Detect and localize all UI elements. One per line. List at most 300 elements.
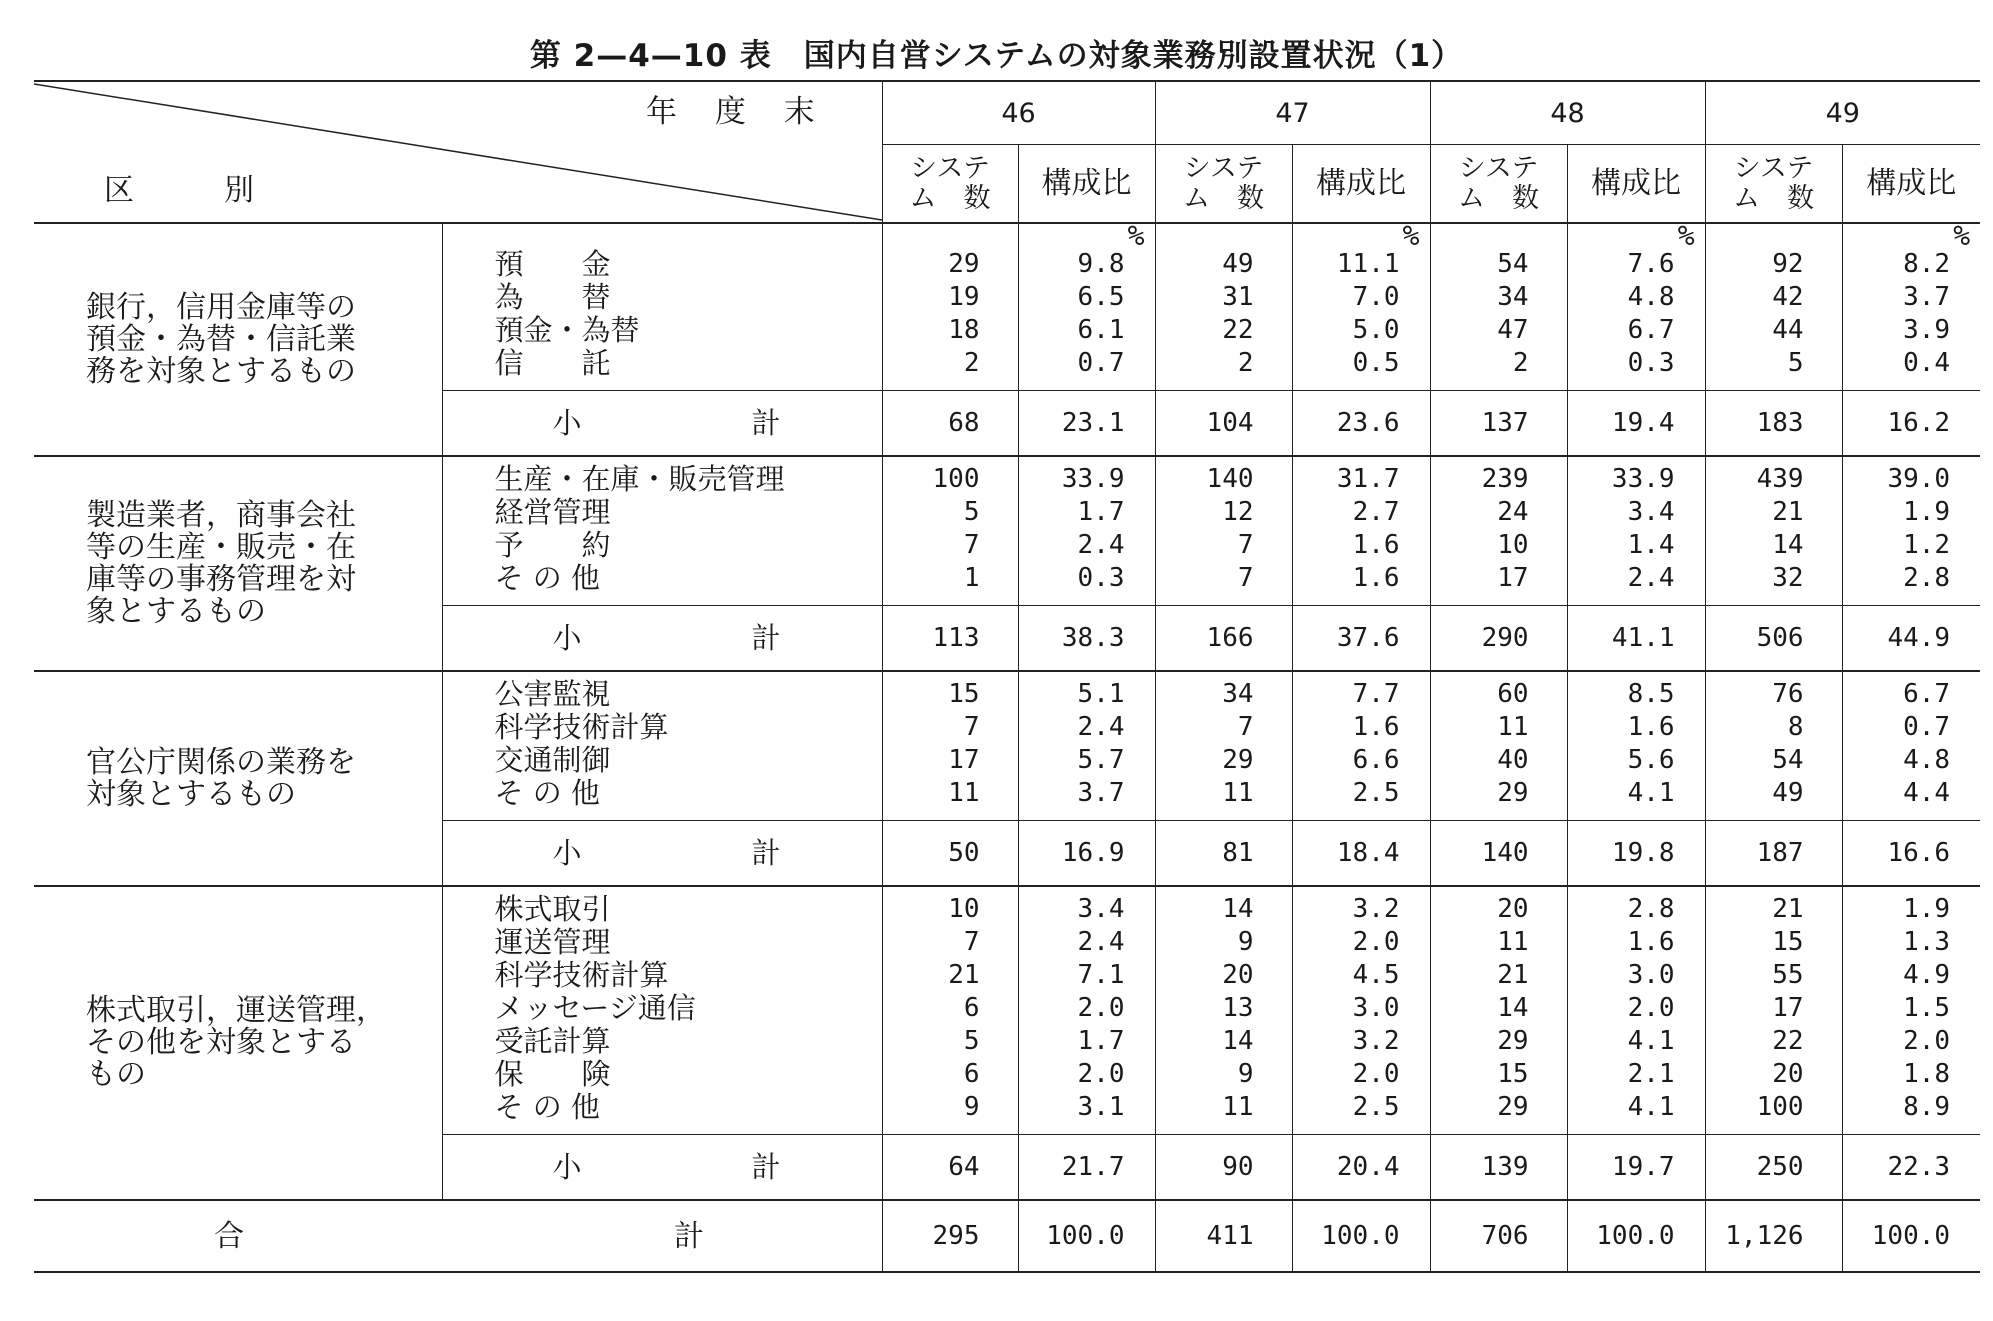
subtotal-label-2: 計 <box>751 405 781 440</box>
item-label: 生産・在庫・販売管理 <box>494 462 785 496</box>
ratio-value: 6.7 <box>1627 315 1675 345</box>
system-count: 6 <box>963 993 980 1023</box>
subtotal-ratio: 23.6 <box>1292 391 1430 457</box>
subtotal-count: 506 <box>1705 606 1842 672</box>
ratio-value: 4.1 <box>1627 1026 1675 1056</box>
ratio-value: 1.9 <box>1903 497 1951 527</box>
ratio-value: 7.7 <box>1352 679 1400 709</box>
system-count: 10 <box>948 894 980 924</box>
system-count: 15 <box>1772 927 1804 957</box>
subtotal-count: 81 <box>1155 821 1292 887</box>
ratio-value: 0.3 <box>1077 563 1125 593</box>
system-count-header-line2: ム 数 <box>1183 182 1265 214</box>
system-count: 20 <box>1497 894 1529 924</box>
system-count: 14 <box>1497 993 1529 1023</box>
ratio-value: 9.8 <box>1077 249 1125 279</box>
ratio-value: 1.6 <box>1627 927 1675 957</box>
system-count: 22 <box>1772 1026 1804 1056</box>
percent-sign: % <box>1127 219 1145 252</box>
ratio-cell <box>1842 671 1980 821</box>
group-category-line: もの <box>86 1057 146 1092</box>
item-list <box>442 671 882 821</box>
ratio-value: 2.8 <box>1627 894 1675 924</box>
subtotal-ratio: 44.9 <box>1842 606 1980 672</box>
ratio-value: 2.7 <box>1352 497 1400 527</box>
system-count-cell <box>1430 671 1567 821</box>
subtotal-label-1: 小 <box>552 620 582 655</box>
item-label: 公害監視 <box>494 677 611 711</box>
year-49: 49 <box>1705 81 1980 145</box>
total-ratio: 100.0 <box>1842 1200 1980 1272</box>
item-label: 預金・為替 <box>494 313 640 347</box>
ratio-cell <box>1292 219 1430 391</box>
system-count: 17 <box>948 745 980 775</box>
system-count-cell <box>1155 671 1292 821</box>
ratio-value: 3.1 <box>1077 1092 1125 1122</box>
item-list <box>442 456 882 606</box>
group-category-line: 預金・為替・信託業 <box>86 321 356 357</box>
ratio-cell <box>1842 456 1980 606</box>
subtotal-ratio: 22.3 <box>1842 1135 1980 1201</box>
subtotal-ratio: 23.1 <box>1018 391 1155 457</box>
ratio-value: 2.5 <box>1352 778 1400 808</box>
subtotal-label <box>442 821 882 887</box>
ratio-value: 2.4 <box>1077 927 1125 957</box>
total-label <box>34 1200 882 1272</box>
group-category <box>34 886 442 1200</box>
subtotal-count: 139 <box>1430 1135 1567 1201</box>
system-count: 14 <box>1222 1026 1254 1056</box>
item-label: 運送管理 <box>494 925 611 959</box>
ratio-value: 4.1 <box>1627 1092 1675 1122</box>
ratio-value: 4.4 <box>1903 778 1951 808</box>
system-count: 439 <box>1756 464 1804 494</box>
ratio-value: 0.3 <box>1627 348 1675 378</box>
system-count: 7 <box>1237 712 1254 742</box>
item-label: メッセージ通信 <box>494 991 696 1025</box>
system-count: 2 <box>1512 348 1529 378</box>
ratio-value: 8.2 <box>1903 249 1951 279</box>
system-count-cell <box>1705 671 1842 821</box>
data-table <box>34 80 1980 1273</box>
ratio-cell <box>1292 671 1430 821</box>
system-count: 5 <box>963 497 980 527</box>
system-count: 100 <box>932 464 980 494</box>
system-count: 31 <box>1222 282 1254 312</box>
system-count-cell <box>1705 456 1842 606</box>
total-ratio: 100.0 <box>1567 1200 1705 1272</box>
system-count: 9 <box>1237 927 1254 957</box>
system-count-header <box>1430 145 1567 223</box>
system-count-cell <box>882 886 1018 1135</box>
system-count-header-line1: システ <box>1733 152 1814 184</box>
system-count-cell <box>882 223 1018 391</box>
system-count: 11 <box>948 778 980 808</box>
system-count: 32 <box>1772 563 1804 593</box>
ratio-value: 4.8 <box>1627 282 1675 312</box>
ratio-value: 3.7 <box>1077 778 1125 808</box>
system-count: 54 <box>1772 745 1804 775</box>
category-label: 区 別 <box>104 173 264 208</box>
system-count: 7 <box>963 712 980 742</box>
ratio-value: 7.1 <box>1077 960 1125 990</box>
group-row <box>34 886 1980 1135</box>
subtotal-ratio: 41.1 <box>1567 606 1705 672</box>
subtotal-ratio: 19.8 <box>1567 821 1705 887</box>
subtotal-label <box>442 391 882 457</box>
total-count: 1,126 <box>1705 1200 1842 1272</box>
group-category <box>34 671 442 886</box>
system-count: 29 <box>1497 1026 1529 1056</box>
ratio-value: 2.0 <box>1903 1026 1951 1056</box>
ratio-value: 3.2 <box>1352 894 1400 924</box>
subtotal-ratio: 16.2 <box>1842 391 1980 457</box>
system-count: 5 <box>1787 348 1804 378</box>
ratio-value: 33.9 <box>1611 464 1675 494</box>
system-count: 20 <box>1222 960 1254 990</box>
item-label: 保 険 <box>494 1057 611 1091</box>
subtotal-count: 290 <box>1430 606 1567 672</box>
subtotal-label-1: 小 <box>552 835 582 870</box>
header-corner <box>34 81 882 223</box>
item-label: 預 金 <box>494 247 611 281</box>
system-count: 14 <box>1772 530 1804 560</box>
subtotal-count: 90 <box>1155 1135 1292 1201</box>
subtotal-ratio: 19.4 <box>1567 391 1705 457</box>
system-count: 55 <box>1772 960 1804 990</box>
system-count: 29 <box>1222 745 1254 775</box>
ratio-value: 2.8 <box>1903 563 1951 593</box>
ratio-value: 33.9 <box>1061 464 1125 494</box>
ratio-value: 2.5 <box>1352 1092 1400 1122</box>
ratio-value: 6.1 <box>1077 315 1125 345</box>
system-count: 140 <box>1206 464 1254 494</box>
subtotal-label-2: 計 <box>751 1149 781 1184</box>
year-end-label: 年 度 末 <box>646 94 829 130</box>
ratio-cell <box>1018 219 1155 391</box>
system-count: 7 <box>963 927 980 957</box>
ratio-value: 5.6 <box>1627 745 1675 775</box>
ratio-value: 3.9 <box>1903 315 1951 345</box>
total-count: 295 <box>882 1200 1018 1272</box>
ratio-value: 1.9 <box>1903 894 1951 924</box>
subtotal-label-1: 小 <box>552 1149 582 1184</box>
system-count: 2 <box>1237 348 1254 378</box>
system-count: 40 <box>1497 745 1529 775</box>
subtotal-ratio: 18.4 <box>1292 821 1430 887</box>
group-category-line: 庫等の事務管理を対 <box>86 561 356 597</box>
ratio-value: 1.8 <box>1903 1059 1951 1089</box>
subtotal-ratio: 16.6 <box>1842 821 1980 887</box>
system-count: 7 <box>963 530 980 560</box>
ratio-value: 1.7 <box>1077 497 1125 527</box>
subtotal-label-2: 計 <box>751 835 781 870</box>
system-count-cell <box>1705 886 1842 1135</box>
system-count: 11 <box>1497 927 1529 957</box>
system-count-header-line2: ム 数 <box>909 182 991 214</box>
item-list <box>442 223 882 391</box>
ratio-value: 1.4 <box>1627 530 1675 560</box>
system-count: 239 <box>1481 464 1529 494</box>
system-count: 9 <box>1237 1059 1254 1089</box>
ratio-value: 1.6 <box>1627 712 1675 742</box>
system-count: 47 <box>1497 315 1529 345</box>
ratio-cell <box>1018 456 1155 606</box>
system-count-cell <box>882 456 1018 606</box>
ratio-value: 1.6 <box>1352 563 1400 593</box>
ratio-value: 2.0 <box>1077 1059 1125 1089</box>
ratio-value: 7.6 <box>1627 249 1675 279</box>
ratio-value: 4.1 <box>1627 778 1675 808</box>
ratio-value: 1.7 <box>1077 1026 1125 1056</box>
ratio-value: 8.9 <box>1903 1092 1951 1122</box>
subtotal-count: 250 <box>1705 1135 1842 1201</box>
ratio-value: 1.3 <box>1903 927 1951 957</box>
ratio-value: 2.0 <box>1352 927 1400 957</box>
ratio-value: 3.4 <box>1627 497 1675 527</box>
ratio-value: 0.7 <box>1903 712 1951 742</box>
ratio-value: 3.7 <box>1903 282 1951 312</box>
group-category <box>34 223 442 456</box>
subtotal-count: 166 <box>1155 606 1292 672</box>
system-count: 22 <box>1222 315 1254 345</box>
ratio-value: 5.1 <box>1077 679 1125 709</box>
group-category-line: 銀行，信用金庫等の <box>86 289 356 325</box>
system-count: 29 <box>948 249 980 279</box>
system-count-header-line2: ム 数 <box>1458 182 1540 214</box>
system-count-cell <box>1155 886 1292 1135</box>
ratio-value: 11.1 <box>1336 249 1400 279</box>
ratio-value: 7.0 <box>1352 282 1400 312</box>
ratio-value: 1.6 <box>1352 712 1400 742</box>
system-count: 8 <box>1787 712 1804 742</box>
system-count-cell <box>1430 223 1567 391</box>
ratio-value: 4.8 <box>1903 745 1951 775</box>
subtotal-count: 50 <box>882 821 1018 887</box>
ratio-value: 2.4 <box>1077 530 1125 560</box>
ratio-value: 39.0 <box>1887 464 1951 494</box>
system-count: 1 <box>963 563 980 593</box>
system-count: 49 <box>1772 778 1804 808</box>
system-count: 13 <box>1222 993 1254 1023</box>
ratio-value: 3.2 <box>1352 1026 1400 1056</box>
system-count-cell <box>1430 456 1567 606</box>
subtotal-ratio: 37.6 <box>1292 606 1430 672</box>
system-count: 24 <box>1497 497 1529 527</box>
system-count: 5 <box>963 1026 980 1056</box>
subtotal-ratio: 21.7 <box>1018 1135 1155 1201</box>
item-list <box>442 886 882 1135</box>
group-category-line: 象とするもの <box>86 593 266 629</box>
subtotal-count: 104 <box>1155 391 1292 457</box>
system-count-cell <box>1155 223 1292 391</box>
ratio-cell <box>1842 886 1980 1135</box>
system-count: 21 <box>1497 960 1529 990</box>
subtotal-label <box>442 1135 882 1201</box>
subtotal-ratio: 38.3 <box>1018 606 1155 672</box>
ratio-value: 1.5 <box>1903 993 1951 1023</box>
ratio-value: 0.4 <box>1903 348 1951 378</box>
ratio-value: 3.4 <box>1077 894 1125 924</box>
system-count: 11 <box>1497 712 1529 742</box>
total-label-2: 計 <box>674 1218 704 1254</box>
system-count: 11 <box>1222 778 1254 808</box>
item-label: 科学技術計算 <box>494 958 669 992</box>
system-count: 21 <box>948 960 980 990</box>
system-count-cell <box>1155 456 1292 606</box>
system-count: 7 <box>1237 530 1254 560</box>
group-row <box>34 456 1980 606</box>
system-count-header-line2: ム 数 <box>1733 182 1815 214</box>
system-count: 21 <box>1772 894 1804 924</box>
system-count: 44 <box>1772 315 1804 345</box>
system-count-header <box>1155 145 1292 223</box>
subtotal-label-2: 計 <box>751 620 781 655</box>
percent-sign: % <box>1402 219 1420 252</box>
ratio-value: 2.4 <box>1077 712 1125 742</box>
ratio-value: 4.9 <box>1903 960 1951 990</box>
ratio-value: 3.0 <box>1352 993 1400 1023</box>
subtotal-ratio: 19.7 <box>1567 1135 1705 1201</box>
ratio-header: 構成比 <box>1567 145 1705 223</box>
ratio-header: 構成比 <box>1292 145 1430 223</box>
ratio-value: 2.1 <box>1627 1059 1675 1089</box>
item-label: そ の 他 <box>494 776 600 810</box>
group-category-line: 製造業者，商事会社 <box>86 497 356 533</box>
system-count: 60 <box>1497 679 1529 709</box>
subtotal-label <box>442 606 882 672</box>
ratio-value: 0.5 <box>1352 348 1400 378</box>
system-count: 54 <box>1497 249 1529 279</box>
subtotal-count: 64 <box>882 1135 1018 1201</box>
year-48: 48 <box>1430 81 1705 145</box>
ratio-cell <box>1567 886 1705 1135</box>
ratio-header: 構成比 <box>1018 145 1155 223</box>
ratio-cell <box>1567 456 1705 606</box>
subtotal-ratio: 16.9 <box>1018 821 1155 887</box>
system-count: 18 <box>948 315 980 345</box>
ratio-cell <box>1018 671 1155 821</box>
ratio-value: 31.7 <box>1336 464 1400 494</box>
percent-sign: % <box>1953 219 1971 252</box>
group-category-line: 対象とするもの <box>86 776 296 812</box>
ratio-value: 2.0 <box>1627 993 1675 1023</box>
system-count: 12 <box>1222 497 1254 527</box>
system-count: 92 <box>1772 249 1804 279</box>
ratio-value: 2.4 <box>1627 563 1675 593</box>
system-count: 29 <box>1497 778 1529 808</box>
ratio-cell <box>1567 219 1705 391</box>
system-count: 49 <box>1222 249 1254 279</box>
system-count: 14 <box>1222 894 1254 924</box>
ratio-cell <box>1567 671 1705 821</box>
ratio-value: 8.5 <box>1627 679 1675 709</box>
subtotal-count: 137 <box>1430 391 1567 457</box>
ratio-value: 2.0 <box>1077 993 1125 1023</box>
subtotal-label-1: 小 <box>552 405 582 440</box>
ratio-value: 3.0 <box>1627 960 1675 990</box>
system-count: 10 <box>1497 530 1529 560</box>
system-count: 21 <box>1772 497 1804 527</box>
item-label: 交通制御 <box>494 743 611 777</box>
subtotal-count: 187 <box>1705 821 1842 887</box>
subtotal-ratio: 20.4 <box>1292 1135 1430 1201</box>
ratio-cell <box>1842 219 1980 391</box>
total-count: 706 <box>1430 1200 1567 1272</box>
group-category-line: 務を対象とするもの <box>86 353 356 389</box>
percent-sign: % <box>1677 219 1695 252</box>
group-row <box>34 671 1980 821</box>
item-label: 株式取引 <box>494 892 611 926</box>
system-count: 100 <box>1756 1092 1804 1122</box>
system-count: 15 <box>948 679 980 709</box>
ratio-value: 6.7 <box>1903 679 1951 709</box>
system-count: 17 <box>1772 993 1804 1023</box>
ratio-value: 5.0 <box>1352 315 1400 345</box>
total-ratio: 100.0 <box>1018 1200 1155 1272</box>
subtotal-count: 68 <box>882 391 1018 457</box>
system-count: 19 <box>948 282 980 312</box>
system-count-header <box>882 145 1018 223</box>
system-count: 6 <box>963 1059 980 1089</box>
system-count: 7 <box>1237 563 1254 593</box>
total-row <box>34 1200 1980 1272</box>
ratio-value: 2.0 <box>1352 1059 1400 1089</box>
ratio-value: 1.2 <box>1903 530 1951 560</box>
system-count-header-line1: システ <box>1183 152 1264 184</box>
system-count-header-line1: システ <box>910 152 990 184</box>
total-count: 411 <box>1155 1200 1292 1272</box>
item-label: そ の 他 <box>494 1090 600 1124</box>
system-count-cell <box>1705 223 1842 391</box>
ratio-value: 1.6 <box>1352 530 1400 560</box>
subtotal-count: 113 <box>882 606 1018 672</box>
system-count-header-line1: システ <box>1458 152 1539 184</box>
group-category-line: その他を対象とする <box>86 1025 356 1060</box>
system-count: 29 <box>1497 1092 1529 1122</box>
group-row <box>34 223 1980 391</box>
system-count: 15 <box>1497 1059 1529 1089</box>
total-ratio: 100.0 <box>1292 1200 1430 1272</box>
system-count: 17 <box>1497 563 1529 593</box>
year-47: 47 <box>1155 81 1430 145</box>
item-label: 受託計算 <box>494 1024 611 1058</box>
header-row-years <box>34 81 1980 145</box>
item-label: 信 託 <box>494 346 611 380</box>
ratio-value: 6.6 <box>1352 745 1400 775</box>
system-count: 34 <box>1222 679 1254 709</box>
system-count: 11 <box>1222 1092 1254 1122</box>
group-category <box>34 456 442 671</box>
item-label: そ の 他 <box>494 561 600 595</box>
item-label: 為 替 <box>494 280 611 314</box>
system-count: 9 <box>963 1092 980 1122</box>
ratio-cell <box>1292 456 1430 606</box>
group-category-line: 株式取引，運送管理， <box>86 993 386 1028</box>
subtotal-count: 140 <box>1430 821 1567 887</box>
ratio-value: 4.5 <box>1352 960 1400 990</box>
year-46: 46 <box>882 81 1155 145</box>
subtotal-count: 183 <box>1705 391 1842 457</box>
system-count-cell <box>882 671 1018 821</box>
system-count: 76 <box>1772 679 1804 709</box>
group-category-line: 等の生産・販売・在 <box>86 529 356 565</box>
system-count: 20 <box>1772 1059 1804 1089</box>
system-count: 2 <box>963 348 980 378</box>
ratio-value: 5.7 <box>1077 745 1125 775</box>
ratio-header: 構成比 <box>1842 145 1980 223</box>
item-label: 経営管理 <box>494 495 611 529</box>
